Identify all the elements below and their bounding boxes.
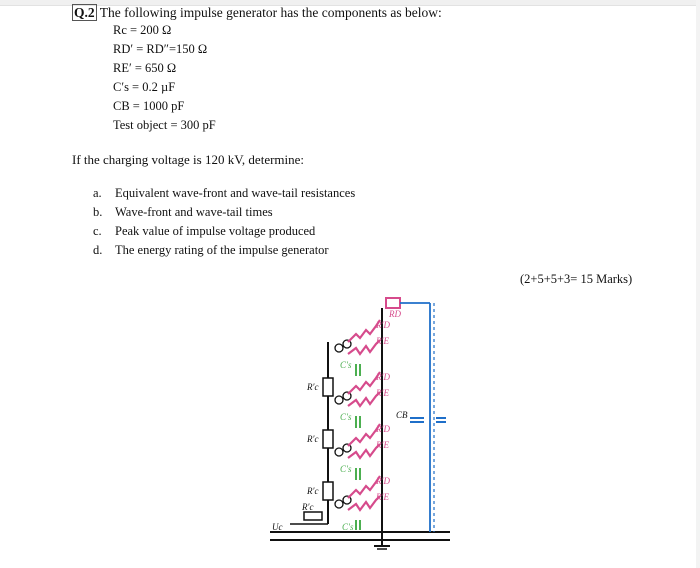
charging-resistor-3 [323,482,333,500]
label-re-2: R′E [376,388,389,398]
component-cs: C′s = 0.2 µF [113,80,176,94]
component-rd: RD′ = RD″=150 Ω [113,42,208,56]
task-list [93,186,355,262]
question-text: The following impulse generator has the components as below: [99,5,442,20]
marks-allocation: (2+5+5+3= 15 Marks) [520,272,633,286]
right-scroll-edge [696,0,700,568]
label-re-1: R′E [376,336,389,346]
task-item: b. Wave-front and wave-tail times [93,205,273,219]
task-item: a. Equivalent wave-front and wave-tail resistances [93,186,356,200]
component-cb: CB = 1000 pF [113,99,185,113]
label-re-3: R′E [376,440,389,450]
label-rd-3: R′D [376,424,390,434]
label-rc-1: R′c [307,382,319,392]
label-rd-top: RD [389,309,401,319]
charging-resistor-4 [304,512,322,520]
label-cs-2: C′s [340,412,352,422]
label-rc-4: R′c [302,502,314,512]
task-item: d. The energy rating of the impulse generator [93,243,329,257]
question-heading [72,5,442,21]
charging-resistor-2 [323,430,333,448]
label-rd-1: R′D [376,320,390,330]
component-re: RE′ = 650 Ω [113,61,177,75]
charging-resistor-1 [323,378,333,396]
task-item: c. Peak value of impulse voltage produced [93,224,316,238]
component-rc: Rc = 200 Ω [113,23,172,37]
impulse-generator-circuit [260,294,460,556]
question-number: Q.2 [74,5,95,20]
label-uc: Uc [272,522,283,532]
label-re-4: R′E [376,492,389,502]
charging-voltage-text: If the charging voltage is 120 kV, determine: [72,152,305,167]
label-cb: CB [396,410,408,420]
label-cs-4: C′s [342,522,354,532]
label-rd-4: R′D [376,476,390,486]
load-capacitor-cb [410,418,446,422]
label-rd-2: R′D [376,372,390,382]
component-test-object: Test object = 300 pF [113,118,216,132]
label-cs-3: C′s [340,464,352,474]
label-rc-2: R′c [307,434,319,444]
label-rc-3: R′c [307,486,319,496]
label-cs-1: C′s [340,360,352,370]
series-resistor-rd [386,298,400,308]
